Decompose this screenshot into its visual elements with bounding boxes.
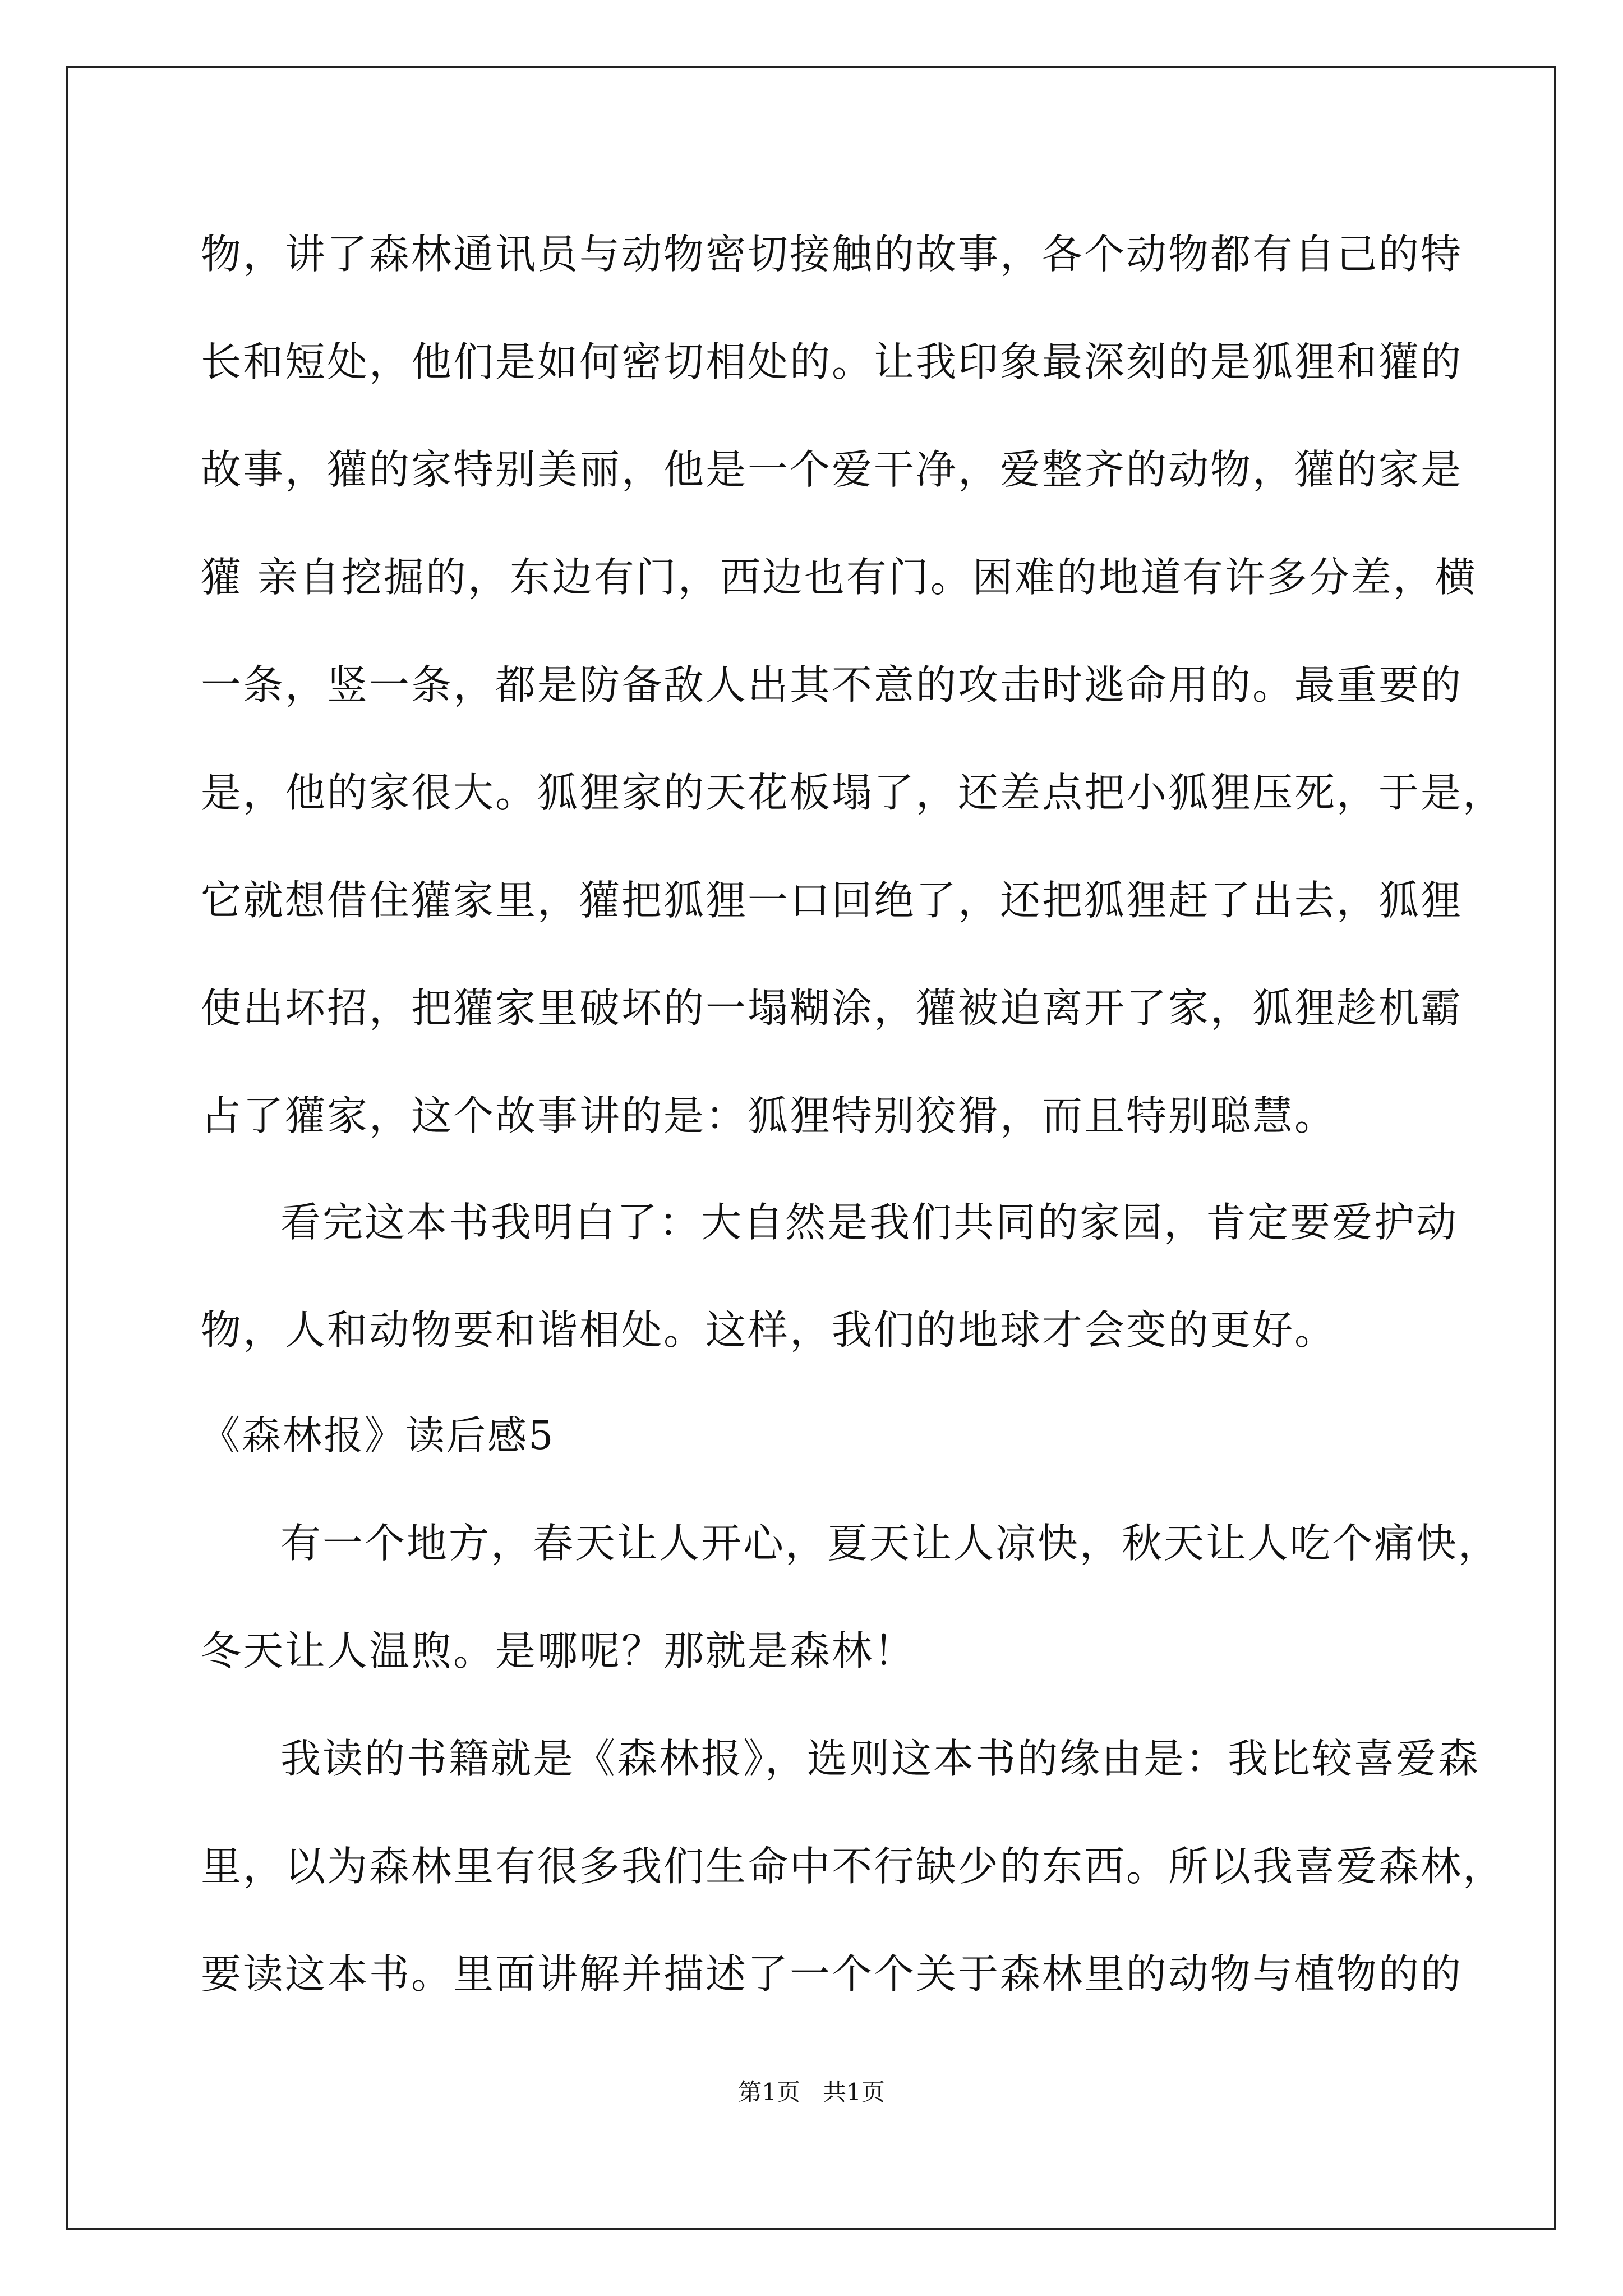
paragraph-3-line-1: 有一个地方，春天让人开心，夏天让人凉快，秋天让人吃个痛快， <box>280 1520 1501 1567</box>
section-heading: 《森林报》读后感5 <box>201 1412 555 1458</box>
page-number: 第1页 <box>738 2078 800 2106</box>
page-footer <box>0 2076 1623 2109</box>
body-line-6: 是，他的家很大。狐狸家的天花板塌了，还差点把小狐狸压死，于是， <box>201 769 1505 816</box>
paragraph-3-line-2: 冬天让人温煦。是哪呢？那就是森林！ <box>201 1627 916 1674</box>
page-total: 共1页 <box>823 2078 885 2106</box>
body-line-9: 占了獾家，这个故事讲的是：狐狸特别狡猾，而且特别聪慧。 <box>201 1092 1337 1139</box>
body-line-2: 长和短处，他们是如何密切相处的。让我印象最深刻的是狐狸和獾的 <box>201 338 1463 385</box>
body-line-1: 物，讲了森林通讯员与动物密切接触的故事，各个动物都有自己的特 <box>201 231 1463 278</box>
paragraph-4-line-2: 里，以为森林里有很多我们生命中不行缺少的东西。所以我喜爱森林， <box>201 1843 1505 1890</box>
paragraph-2-line-1: 看完这本书我明白了：大自然是我们共同的家园，肯定要爱护动 <box>280 1199 1459 1246</box>
body-line-8: 使出坏招，把獾家里破坏的一塌糊涂，獾被迫离开了家，狐狸趁机霸 <box>201 984 1463 1032</box>
paragraph-2-line-2: 物，人和动物要和谐相处。这样，我们的地球才会变的更好。 <box>201 1306 1337 1354</box>
body-line-3: 故事，獾的家特别美丽，他是一个爱干净，爱整齐的动物，獾的家是 <box>201 446 1463 493</box>
body-line-7: 它就想借住獾家里，獾把狐狸一口回绝了，还把狐狸赶了出去，狐狸 <box>201 877 1463 924</box>
paragraph-4-line-3: 要读这本书。里面讲解并描述了一个个关于森林里的动物与植物的的 <box>201 1950 1463 1998</box>
body-line-4: 獾 亲自挖掘的，东边有门，西边也有门。困难的地道有许多分差，横 <box>201 554 1477 601</box>
paragraph-4-line-1: 我读的书籍就是《森林报》，选则这本书的缘由是：我比较喜爱森 <box>280 1735 1481 1782</box>
body-line-5: 一条，竖一条，都是防备敌人出其不意的攻击时逃命用的。最重要的 <box>201 661 1463 708</box>
